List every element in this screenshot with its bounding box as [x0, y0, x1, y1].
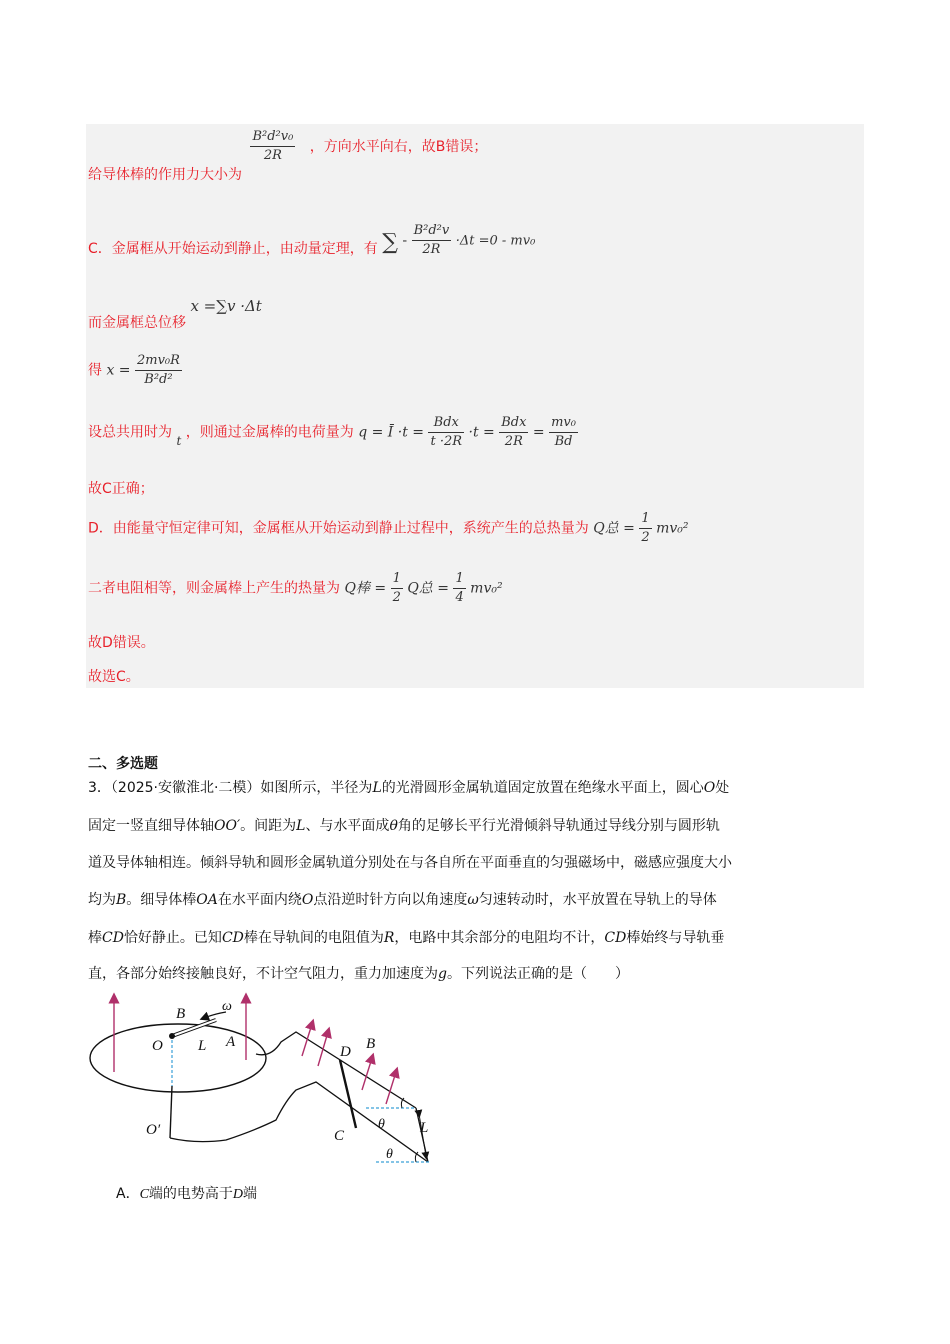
solution-line-6 [88, 478, 154, 498]
math: Q棒 = [344, 580, 387, 597]
math: ·t = [468, 424, 495, 441]
solution-line-7 [88, 510, 689, 547]
fraction: $\frac{1}{2}$ [392, 571, 401, 605]
solution-text: C．金属框从开始运动到静止，由动量定理，有 [88, 240, 378, 257]
option-a[interactable]: A．C端的电势高于D端 [116, 1186, 258, 1202]
fraction: $\frac{1}{4}$ [455, 571, 464, 605]
fraction: $\frac{\text{B²d²v₀}}{2R}$ [252, 129, 294, 163]
math: t [176, 433, 182, 448]
solution-text: 而金属框总位移 [88, 315, 186, 331]
fraction: $\frac{\text{B²d²v}}{2R}$ [413, 223, 450, 257]
solution-text: 给导体棒的作用力大小为 [88, 166, 242, 183]
question-line-4: 均为B。细导体棒OA在水平面内绕O点沿逆时针方向以角速度ω匀速转动时，水平放置在导轨上的导体 [88, 892, 717, 908]
math: x = [106, 362, 131, 379]
label-omega: ω [222, 999, 232, 1014]
field-arrow [302, 1024, 312, 1056]
solution-line-5 [88, 414, 578, 451]
section-title: 二、多选题 [88, 756, 158, 772]
label-C: C [334, 1128, 345, 1144]
label-L: L [198, 1038, 207, 1054]
solution-line-2 [88, 222, 535, 259]
label-Oprime: O′ [146, 1122, 161, 1138]
solution-text: 二者电阻相等，则金属棒上产生的热量为 [88, 580, 340, 597]
label-A: A [226, 1034, 236, 1050]
rod-CD [340, 1060, 356, 1128]
physics-figure [86, 990, 446, 1170]
label-B: B [176, 1006, 186, 1022]
solution-text: 设总共用时为 [88, 424, 172, 441]
math: x =∑v ·Δt [190, 297, 262, 315]
math: = [532, 424, 545, 441]
label-O: O [152, 1038, 163, 1054]
center-point-O [169, 1033, 175, 1039]
question-line-3: 道及导体轴相连。倾斜导轨和圆形金属轨道分别处在与各自所在平面垂直的匀强磁场中，磁感应强度大小 [88, 855, 732, 871]
fraction: $\frac{\text{Bdx}}{t \cdot 2R}$ [430, 415, 463, 449]
solution-text: 故D错误。 [88, 635, 155, 651]
label-B: B [366, 1036, 376, 1052]
question-line-5: 棒CD恰好静止。已知CD棒在导轨间的电阻值为R，电路中其余部分的电阻均不计，CD棒始终与导轨垂 [88, 930, 725, 946]
math: q = Ī ·t = [358, 424, 425, 441]
solution-line-1 [88, 128, 488, 183]
label-D: D [340, 1044, 351, 1060]
math: mv₀² [470, 580, 503, 597]
solution-line-4 [88, 352, 182, 389]
sum-symbol: ∑ [382, 229, 398, 255]
fraction: $\frac{\text{mv₀}}{Bd}$ [551, 415, 576, 449]
solution-text: D．由能量守恒定律可知，金属框从开始运动到静止过程中，系统产生的总热量为 [88, 520, 589, 537]
fraction: $\frac{\text{2mv₀R}}{\text{B²d²}}$ [136, 353, 180, 387]
solution-line-3 [88, 296, 262, 331]
fraction: $\frac{\text{Bdx}}{2R}$ [501, 415, 527, 449]
math: Q总 = [407, 580, 449, 597]
math: ·Δt =0 - mv₀ [455, 233, 536, 249]
solution-text: ，则通过金属棒的电荷量为 [185, 424, 354, 441]
solution-text: 故C正确； [88, 481, 154, 497]
solution-text: 故选C。 [88, 669, 140, 685]
question-line-2: 固定一竖直细导体轴OO′。间距为L、与水平面成θ角的足够长平行光滑倾斜导轨通过导线分别与圆形轨 [88, 818, 720, 834]
math: mv₀² [656, 520, 689, 537]
solution-line-9 [88, 632, 155, 652]
axis-OO [170, 1086, 172, 1138]
question-line-6: 直，各部分始终接触良好，不计空气阻力，重力加速度为g。下列说法正确的是（ ） [88, 966, 629, 982]
math: - [402, 232, 408, 249]
solution-text: ，方向水平向右，故B错误； [309, 138, 488, 155]
question-line-1: 3．（2025·安徽淮北·二模）如图所示，半径为L的光滑圆形金属轨道固定放置在绝缘水平面上，圆心O处 [88, 780, 730, 796]
field-arrow [318, 1032, 328, 1066]
label-L: L [420, 1120, 429, 1136]
fraction: $\frac{1}{2}$ [641, 511, 650, 545]
label-theta: θ [378, 1117, 385, 1132]
field-arrow [386, 1072, 396, 1104]
label-theta: θ [386, 1147, 393, 1162]
solution-text: 得 [88, 362, 102, 379]
math: Q总 = [593, 520, 635, 537]
solution-line-8 [88, 570, 503, 607]
solution-line-10 [88, 666, 140, 686]
